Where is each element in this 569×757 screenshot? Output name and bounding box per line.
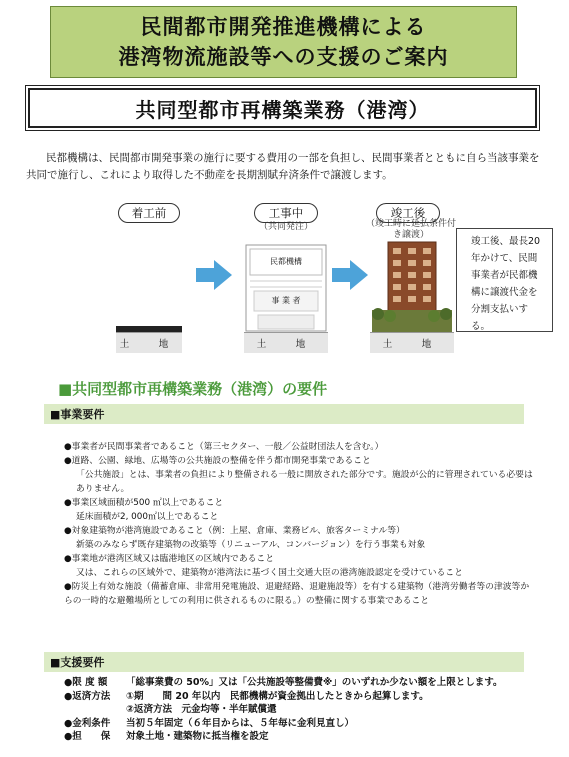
construction-sign-1: 民都機構	[270, 257, 302, 266]
header-line-1: 民間都市開発推進機構による	[140, 15, 427, 39]
ground-after: 土 地	[370, 332, 454, 353]
support-key: ●返済方法	[64, 690, 111, 702]
list-item: ●事業地が港湾区域又は臨港地区の区域内であること	[64, 554, 275, 564]
support-row	[64, 730, 544, 744]
list-item: ●対象建築物が港湾施設であること（例：上屋、倉庫、業務ビル、旅客ターミナル等）	[64, 526, 405, 536]
support-requirements-list	[64, 676, 544, 744]
support-row	[64, 717, 544, 731]
arrow-right-icon	[332, 260, 368, 290]
support-row	[64, 676, 544, 690]
project-requirements-list	[64, 440, 534, 608]
support-row	[64, 690, 544, 704]
ground-during: 土 地	[244, 332, 328, 353]
project-requirements-heading: ■事業要件	[44, 404, 524, 424]
support-key: ●限 度 額	[64, 677, 108, 688]
completed-building-illustration	[370, 240, 454, 332]
ground-before: 土 地	[116, 332, 182, 353]
support-value: 当初５年固定（６年目からは、５年毎に金利見直し）	[126, 717, 355, 729]
support-value: ②返済方法 元金均等・半年賦償還	[126, 704, 277, 715]
construction-sign-2: 事 業 者	[271, 296, 301, 305]
page-subtitle: 共同型都市再構築業務（港湾）	[28, 88, 537, 128]
requirements-title: ■共同型都市再構築業務（港湾）の要件	[58, 380, 328, 398]
stage-after-sub: （竣工時に延払条件付き譲渡）	[366, 219, 457, 240]
support-value: 対象土地・建築物に抵当権を設定	[126, 731, 269, 742]
list-item: 新築のみならず既存建築物の改築等（リニューアル、コンバージョン）を行う事業も対象	[76, 540, 426, 550]
arrow-right-icon	[196, 260, 232, 290]
stage-before-label: 着工前	[118, 203, 180, 223]
list-item: ●事業者が民間事業者であること（第三セクター、一般／公益財団法人を含む。）	[64, 442, 384, 452]
intro-text: 民都機構は、民間都市開発事業の施行に要する費用の一部を負担し、民間事業者とともに自ら当該事業を共同で施行し、これにより取得した不動産を長期割賦弁済条件で譲渡します。	[26, 152, 540, 181]
list-item: 延床面積が2, 000㎡以上であること	[76, 512, 219, 522]
header-banner	[50, 6, 517, 78]
support-value: 「総事業費の 50%」又は「公共施設等整備費※」のいずれか少ない額を上限とします。	[126, 677, 503, 688]
support-key	[64, 703, 126, 717]
stage-during-label: 工事中	[254, 203, 318, 223]
support-value: ①期 間 20 年以内 民都機構が資金拠出したときから起算します。	[126, 690, 429, 702]
list-item: ●防災上有効な施設（備蓄倉庫、非常用発電施設、退避経路、退避施設等）を有する建築物（港湾労働者等の津波等からの一時的な避難場所としての利用に供されるものに限る。）の整備に関する事業であること	[64, 582, 530, 606]
list-item: ●事業区域面積が500 ㎡以上であること	[64, 498, 224, 508]
support-requirements-heading: ■支援要件	[44, 652, 524, 672]
stage-during-sub: （共同発注）	[258, 222, 313, 232]
header-line-2: 港湾物流施設等への支援のご案内	[118, 45, 449, 69]
list-item: 「公共施設」とは、事業者の負担により整備される一般に開放された部分です。施設が公的に管理されている必要はありません。	[76, 470, 533, 494]
stage-after-label: 竣工後	[376, 203, 440, 223]
support-key: ●担 保	[64, 731, 111, 742]
list-item: ●道路、公園、緑地、広場等の公共施設の整備を伴う都市開発事業であること	[64, 456, 371, 466]
support-row	[64, 703, 544, 717]
list-item: 又は、これらの区域外で、建築物が港湾法に基づく国土交通大臣の港湾施設認定を受けていること	[76, 568, 463, 578]
support-key: ●金利条件	[64, 717, 111, 729]
repayment-note: 竣工後、最長20年かけて、民間事業者が民都機構に譲渡代金を分割支払いする。	[456, 228, 553, 332]
